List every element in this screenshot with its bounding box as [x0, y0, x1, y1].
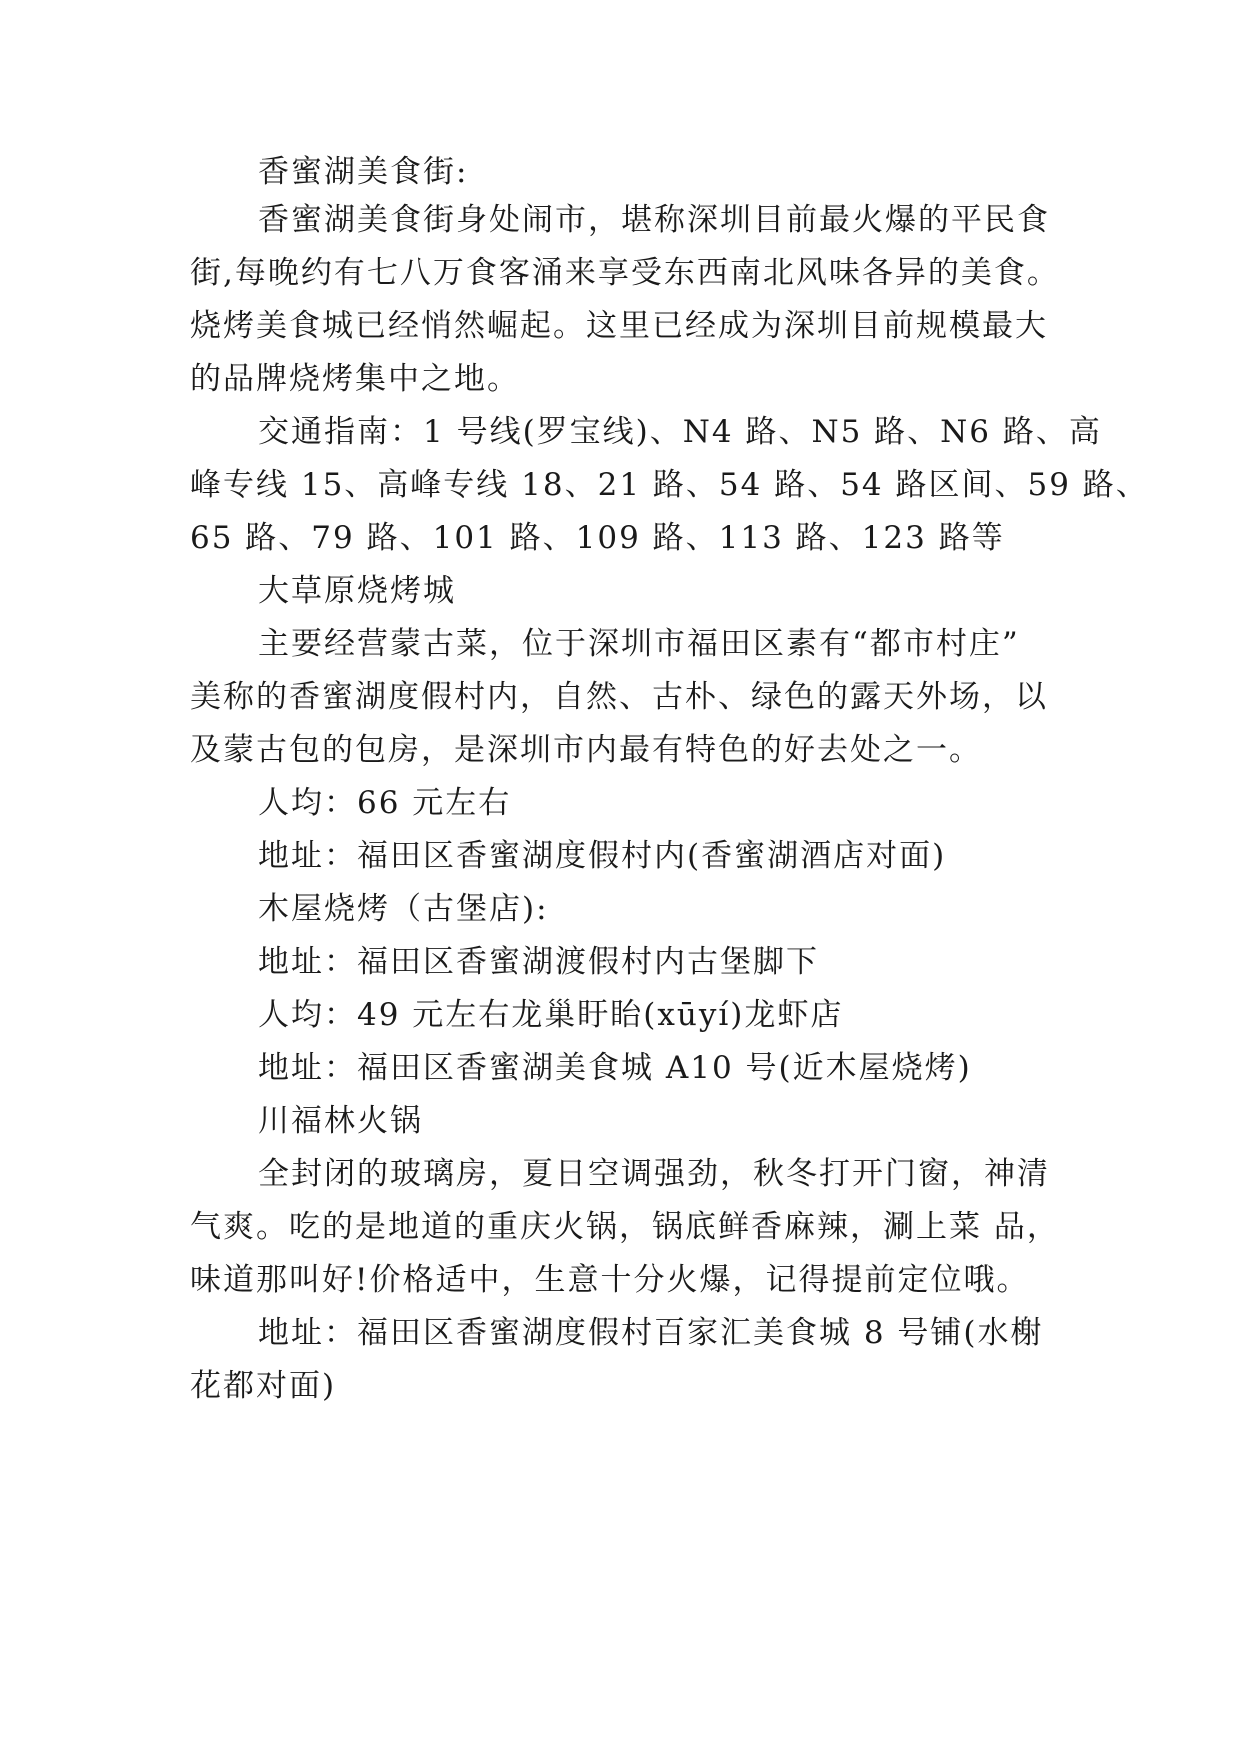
paragraph-line: 的品牌烧烤集中之地。 — [190, 361, 520, 397]
section-heading: 香蜜湖美食街: — [258, 154, 469, 190]
paragraph-line: 街,每晚约有七八万食客涌来享受东西南北风味各异的美食。 — [190, 255, 1060, 291]
section-heading: 木屋烧烤（古堡店): — [258, 891, 549, 927]
paragraph-line: 地址：福田区香蜜湖渡假村内古堡脚下 — [258, 944, 819, 980]
paragraph-line: 地址：福田区香蜜湖度假村内(香蜜湖酒店对面) — [258, 838, 947, 874]
section-heading: 川福林火锅 — [258, 1103, 423, 1139]
paragraph-line: 香蜜湖美食街身处闹市，堪称深圳目前最火爆的平民食 — [258, 202, 1050, 238]
paragraph-line: 地址：福田区香蜜湖度假村百家汇美食城 8 号铺(水榭 — [258, 1315, 1044, 1351]
paragraph-line: 交通指南：1 号线(罗宝线)、N4 路、N5 路、N6 路、高 — [258, 414, 1102, 450]
paragraph-line: 全封闭的玻璃房，夏日空调强劲，秋冬打开门窗，神清 — [258, 1156, 1050, 1192]
paragraph-line: 美称的香蜜湖度假村内，自然、古朴、绿色的露天外场，以 — [190, 679, 1048, 715]
paragraph-line: 主要经营蒙古菜，位于深圳市福田区素有“都市村庄” — [258, 626, 1020, 662]
paragraph-line: 味道那叫好!价格适中，生意十分火爆，记得提前定位哦。 — [190, 1262, 1030, 1298]
paragraph-line: 及蒙古包的包房，是深圳市内最有特色的好去处之一。 — [190, 732, 982, 768]
section-heading: 大草原烧烤城 — [258, 573, 456, 609]
paragraph-line: 地址：福田区香蜜湖美食城 A10 号(近木屋烧烤) — [258, 1050, 972, 1086]
paragraph-line: 气爽。吃的是地道的重庆火锅，锅底鲜香麻辣，涮上菜 品， — [190, 1209, 1060, 1245]
paragraph-line: 烧烤美食城已经悄然崛起。这里已经成为深圳目前规模最大 — [190, 308, 1048, 344]
paragraph-line: 人均：66 元左右 — [258, 785, 512, 821]
paragraph-line: 花都对面) — [190, 1368, 337, 1404]
paragraph-line: 峰专线 15、高峰专线 18、21 路、54 路、54 路区间、59 路、 — [190, 467, 1149, 503]
paragraph-line: 人均：49 元左右龙巢盱眙(xūyí)龙虾店 — [258, 997, 844, 1033]
paragraph-line: 65 路、79 路、101 路、109 路、113 路、123 路等 — [190, 520, 1005, 556]
